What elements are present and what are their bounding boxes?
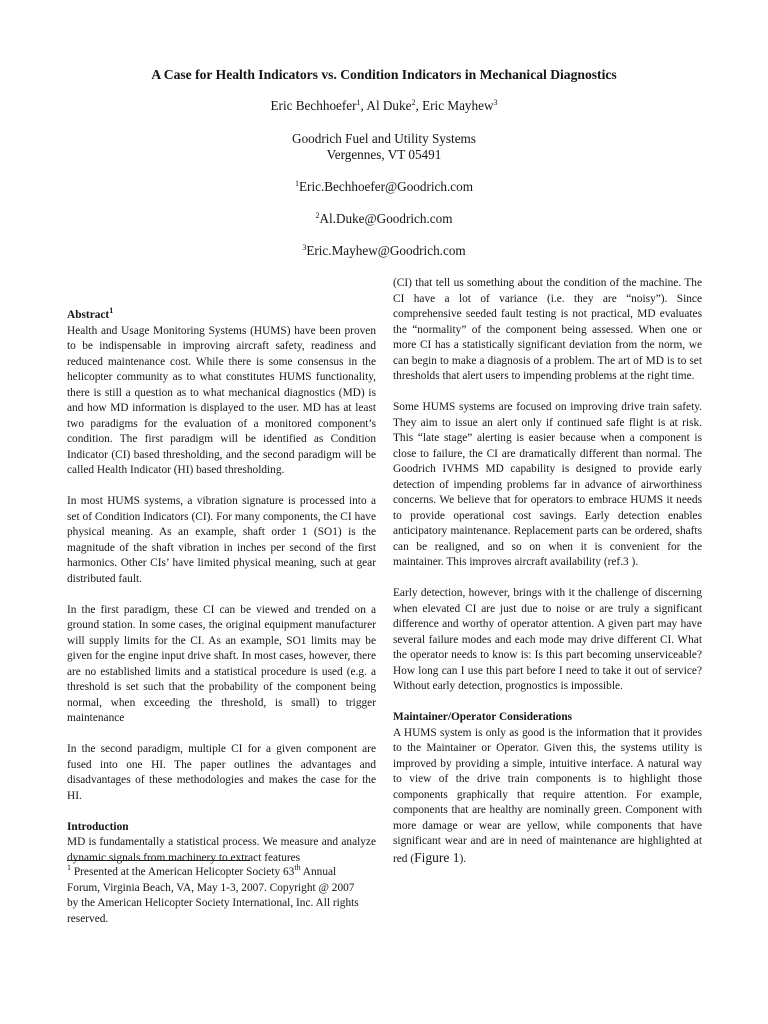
section-tail: ). (459, 852, 467, 865)
address: Vergennes, VT 05491 (326, 147, 442, 162)
footnote-mark: 1 (67, 863, 71, 872)
abstract-heading (67, 308, 376, 324)
footnote-text-continued: Annual Forum, Virginia Beach, VA, May 1-3, 2007. Copyright @ 2007 by the American Helicopter Society International, Inc. All rights reserved. (67, 866, 359, 925)
abstract-paragraph: Health and Usage Monitoring Systems (HUMS) have been proven to be indispensable in improving aircraft safety, readiness and reduced maintenance cost. While there is some consensus in the helicopter community as to what constitutes HUMS functionality, there is still a question as to what mechanical diagnostics (MD) is and how MD information is displayed to the user. MD has at least two paradigms for the evaluation of a monitored component’s condition. The first paradigm will be identified as Condition Indicator (CI) based thresholding, and the second paradigm will be called Health Indicator (HI) based thresholding. (67, 324, 376, 476)
footnote-text: Presented at the American Helicopter Society 63 (73, 866, 295, 878)
introduction-paragraph: MD is fundamentally a statistical process. We measure and analyze dynamic signals from machinery to extract features (67, 836, 376, 864)
author-mark: 3 (493, 98, 498, 107)
section-text: A HUMS system is only as good is the information that it provides to the Maintainer or Operator. Given this, the systems utility is improved by providing a simple, intuitive interface. A natural way to view of the drive train components is to highlight those components graphically that require attention. For example, components that are healthy are nominally green. Component with more damage or wear are yellow, while components that have significant wear and are in need of maintenance are highlighted at red ( (393, 726, 702, 865)
left-column (67, 308, 376, 866)
figure-reference: Figure 1 (414, 849, 460, 865)
email-mark: 1 (295, 179, 299, 188)
email-line (0, 243, 768, 259)
right-column (393, 276, 702, 867)
abstract-paragraph: In most HUMS systems, a vibration signature is processed into a set of Condition Indicators (CI). For many components, the CI have physical meaning. As an example, shaft order 1 (SO1) is the magnitude of the shaft vibration in inches per second of the first harmonics. Other CIs’ have limited physical meaning, such at gear distributed fault. (67, 495, 376, 585)
author-separator: , (415, 98, 423, 113)
email-line (0, 211, 768, 227)
footnote-ordinal: th (294, 863, 301, 872)
author-mark: 1 (356, 98, 361, 107)
email-mark: 2 (315, 211, 320, 220)
abstract-heading-text: Abstract (67, 309, 110, 321)
body-paragraph (393, 726, 702, 868)
abstract-paragraph: In the first paradigm, these CI can be viewed and trended on a ground station. In some cases, the original equipment manufacturer will supply limits for the CI. As an example, SO1 limits may be given for the engine input drive shaft. In most cases, however, there are no established limits and a statistical procedure is used (e.g. a threshold is set such that the probability of the component being normal, when exceeding the threshold, is small) to trigger maintenance (67, 603, 376, 724)
author-list (0, 98, 768, 114)
footnote (67, 865, 367, 927)
abstract-paragraph: In the second paradigm, multiple CI for a given component are fused into one HI. The paper outlines the advantages and disadvantages of these methodologies and makes the case for the HI. (67, 743, 376, 802)
author-name: Eric Bechhoefer (270, 98, 357, 113)
body-paragraph: Early detection, however, brings with it the challenge of discerning when elevated CI are just due to noise or are truly a significant difference and worthy of operator attention. A given part may have several failure modes and each mode may drive different CI. What the operator needs to know is: Is this part becoming unserviceable? How long can I use this part before I need to take it out of service? Without early detection, prognostics is impossible. (393, 587, 702, 692)
author-mark: 2 (411, 98, 416, 107)
email-line (0, 179, 768, 195)
footnote-divider (67, 860, 249, 861)
introduction-heading: Introduction (67, 820, 129, 833)
author-name: Al Duke (366, 98, 412, 113)
paper-title: A Case for Health Indicators vs. Condition Indicators in Mechanical Diagnostics (151, 67, 617, 82)
body-paragraph: (CI) that tell us something about the condition of the machine. The CI have a lot of variance (i.e. they are “noisy”). Since comprehensive seeded fault testing is not practical, MD evaluates the “normality” of the component being assessed. When one or more CI has a statistically significant deviation from the norm, we can begin to make a diagnosis of a problem. The art of MD is to set thresholds that alert users to impending problems at the right time. (393, 277, 702, 382)
affiliation: Goodrich Fuel and Utility Systems (292, 131, 476, 146)
email-link[interactable]: Eric.Bechhoefer@Goodrich.com (299, 179, 473, 194)
author-separator: , (360, 98, 367, 113)
abstract-heading-mark: 1 (109, 306, 114, 315)
email-link[interactable]: Eric.Mayhew@Goodrich.com (306, 243, 466, 258)
email-mark: 3 (302, 243, 307, 252)
email-link[interactable]: Al.Duke@Goodrich.com (319, 211, 453, 226)
author-name: Eric Mayhew (422, 98, 494, 113)
section-heading: Maintainer/Operator Considerations (393, 711, 573, 723)
body-paragraph: Some HUMS systems are focused on improving drive train safety. They aim to issue an alert only if continued safe flight is at risk. This “late stage” alerting is easier because when a component is close to failure, the CI are dramatically different than normal. The Goodrich IVHMS MD capability is designed to provide early detection of impending problems far in advance of airworthiness concerns. We believe that for operators to embrace HUMS it needs to provide operational cost savings. Early detection enables anticipatory maintenance. Replacement parts can be ordered, shafts can be realigned, and so on when it is convenient for the maintainer. This improves aircraft availability (ref.3 ). (393, 401, 702, 568)
